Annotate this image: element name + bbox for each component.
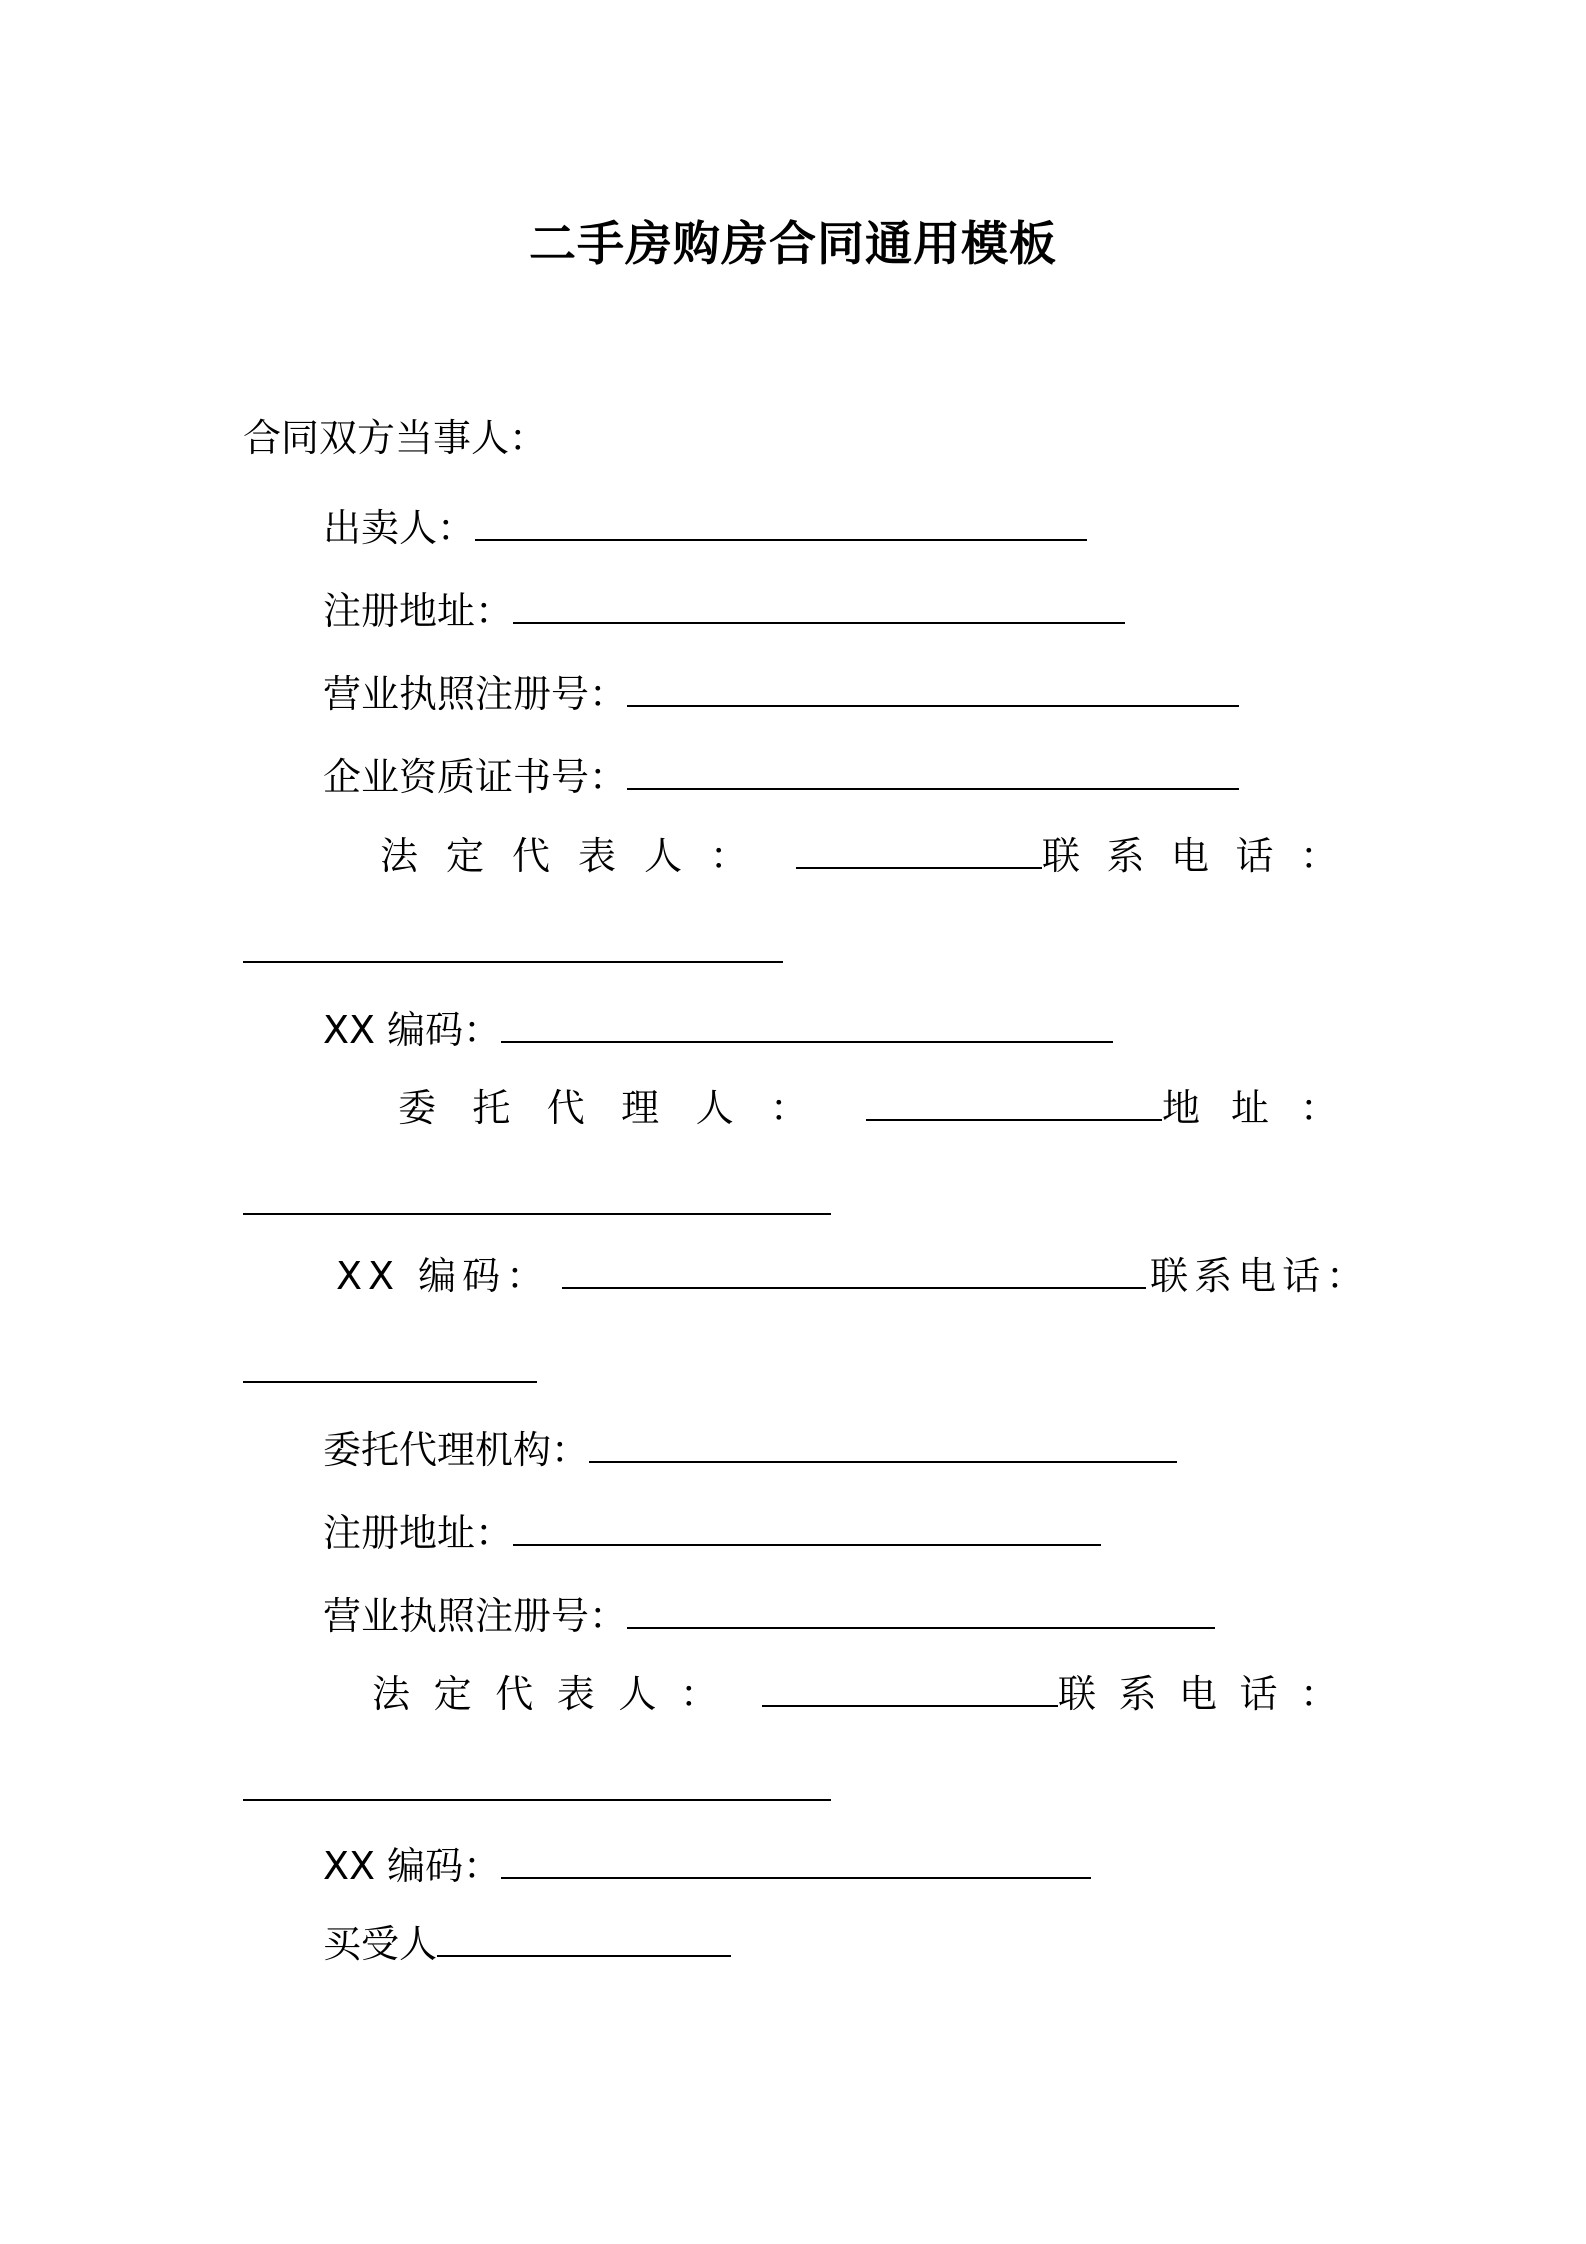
agency-blank[interactable] [589, 1427, 1177, 1463]
buyer-blank[interactable] [437, 1921, 731, 1957]
agency-label: 委托代理机构： [323, 1428, 590, 1472]
seller-agent-code-label: XX 编码： [336, 1254, 551, 1298]
agency-phone-label: 联 系 电 话 ： [1058, 1672, 1338, 1716]
seller-license-blank[interactable] [627, 671, 1239, 707]
agency-legal-rep-blank[interactable] [762, 1671, 1058, 1707]
seller-qualification-blank[interactable] [627, 754, 1239, 790]
seller-agent-code-blank[interactable] [562, 1253, 1146, 1289]
agency-code-blank[interactable] [501, 1843, 1091, 1879]
agency-row [323, 1424, 1177, 1476]
seller-code-blank[interactable] [501, 1007, 1113, 1043]
seller-code-row [323, 1004, 1113, 1056]
seller-phone-label: 联 系 电 话 ： [1042, 834, 1338, 878]
agency-address-row [323, 1507, 1101, 1559]
agency-license-row [323, 1590, 1215, 1642]
agency-license-blank[interactable] [627, 1593, 1215, 1629]
agency-address-blank[interactable] [513, 1510, 1101, 1546]
agency-code-label: XX 编码： [323, 1844, 502, 1888]
seller-code-label: XX 编码： [323, 1008, 502, 1052]
seller-agent-row [398, 1082, 1338, 1134]
seller-agent-label: 委 托 代 理 人 ： [398, 1086, 808, 1130]
buyer-label: 买受人 [323, 1922, 438, 1966]
agency-code-row [323, 1840, 1091, 1892]
seller-qualification-row [323, 751, 1239, 803]
seller-agent-phone-label: 联系电话： [1150, 1254, 1371, 1298]
seller-agent-phone-blank[interactable] [243, 1347, 537, 1383]
seller-address-row [323, 585, 1125, 637]
seller-legal-rep-label: 法 定 代 表 人 ： [380, 834, 748, 878]
agency-legal-rep-row [372, 1668, 1338, 1720]
seller-legal-rep-row [380, 830, 1338, 882]
seller-agent-blank[interactable] [866, 1085, 1162, 1121]
seller-blank[interactable] [475, 505, 1087, 541]
agency-address-label: 注册地址： [323, 1511, 514, 1555]
seller-legal-rep-blank[interactable] [796, 833, 1042, 869]
seller-row [323, 502, 1087, 554]
seller-phone-blank[interactable] [243, 927, 783, 963]
seller-agent-code-row [336, 1250, 1370, 1302]
parties-heading: 合同双方当事人： [243, 416, 548, 460]
agency-license-label: 营业执照注册号： [323, 1594, 628, 1638]
seller-license-label: 营业执照注册号： [323, 672, 628, 716]
seller-address-blank[interactable] [513, 588, 1125, 624]
buyer-row [323, 1918, 731, 1970]
seller-agent-phone-blank-row [243, 1344, 537, 1396]
seller-address-label: 注册地址： [323, 589, 514, 633]
agency-phone-blank-row [243, 1762, 831, 1814]
seller-label: 出卖人： [323, 506, 476, 550]
seller-agent-address-blank[interactable] [243, 1179, 831, 1215]
agency-phone-blank[interactable] [243, 1765, 831, 1801]
seller-qualification-label: 企业资质证书号： [323, 755, 628, 799]
agency-legal-rep-label: 法 定 代 表 人 ： [372, 1672, 718, 1716]
seller-phone-blank-row [243, 924, 783, 976]
seller-agent-address-label: 地 址 ： [1162, 1086, 1338, 1130]
document-title: 二手房购房合同通用模板 [529, 217, 1057, 272]
seller-agent-address-blank-row [243, 1176, 831, 1228]
seller-license-row [323, 668, 1239, 720]
